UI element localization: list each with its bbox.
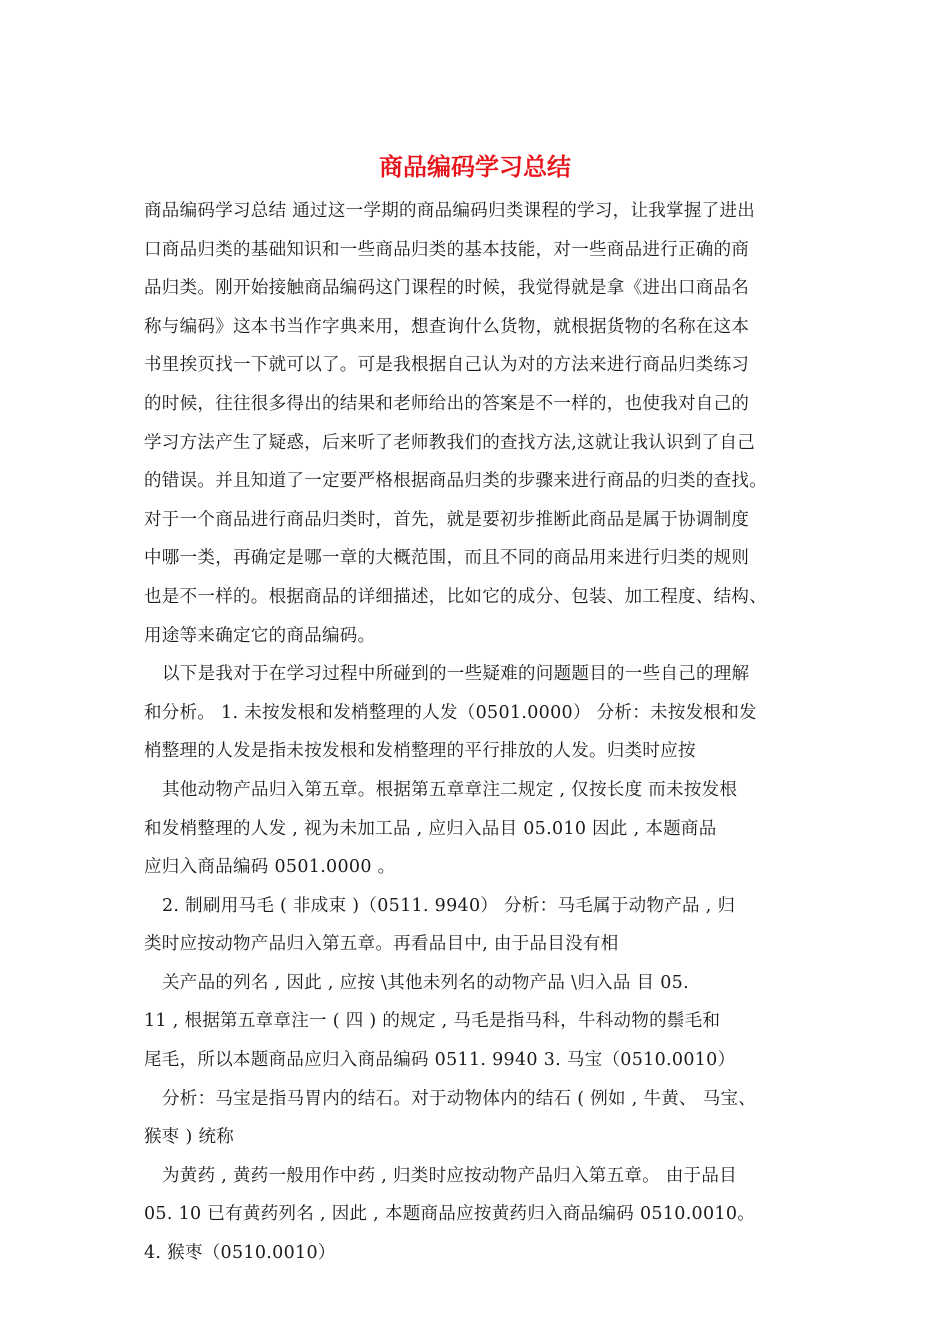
text-line: 和发梢整理的人发 , 视为未加工品 , 应归入品目 05.010 因此 , 本题商品: [144, 818, 717, 839]
text-line: 中哪一类，再确定是哪一章的大概范围，而且不同的商品用来进行归类的规则: [144, 548, 750, 569]
text-line: 商品编码学习总结 通过这一学期的商品编码归类课程的学习，让我掌握了进出: [144, 201, 756, 221]
text-line: 的错误。并且知道了一定要严格根据商品归类的步骤来进行商品的归类的查找。: [144, 471, 767, 492]
text-line: 4. 猴枣（0510.0010）: [144, 1243, 336, 1264]
document-title: 商品编码学习总结: [379, 153, 571, 181]
text-line: 其他动物产品归入第五章。根据第五章章注二规定 , 仅按长度 而未按发根: [162, 779, 738, 800]
text-line: 对于一个商品进行商品归类时，首先，就是要初步推断此商品是属于协调制度: [144, 509, 750, 530]
text-line: 05. 10 已有黄药列名 , 因此 , 本题商品应按黄药归入商品编码 0510.0010。: [144, 1204, 756, 1225]
text-line: 也是不一样的。根据商品的详细描述，比如它的成分、包装、加工程度、结构、: [144, 586, 767, 607]
text-line: 品归类。刚开始接触商品编码这门课程的时候，我觉得就是拿《进出口商品名: [144, 278, 750, 299]
text-line: 类时应按动物产品归入第五章。再看品目中, 由于品目没有相: [144, 934, 619, 955]
text-line: 关产品的列名 , 因此 , 应按 \其他未列名的动物产品 \归入品 目 05.: [162, 972, 689, 993]
text-line: 的时候，往往很多得出的结果和老师给出的答案是不一样的，也使我对自己的: [144, 393, 750, 414]
text-line: 分析：马宝是指马胃内的结石。对于动物体内的结石 ( 例如 , 牛黄、 马宝、: [162, 1088, 757, 1109]
text-line: 尾毛，所以本题商品应归入商品编码 0511. 9940 3. 马宝（0510.0010）: [144, 1050, 736, 1071]
text-line: 为黄药 , 黄药一般用作中药 , 归类时应按动物产品归入第五章。 由于品目: [162, 1165, 738, 1186]
text-line: 和分析。 1. 未按发根和发梢整理的人发（0501.0000） 分析：未按发根和发: [144, 702, 757, 723]
text-line: 学习方法产生了疑惑，后来听了老师教我们的查找方法,这就让我认识到了自己: [144, 432, 756, 453]
text-line: 用途等来确定它的商品编码。: [144, 625, 376, 646]
text-line: 梢整理的人发是指未按发根和发梢整理的平行排放的人发。归类时应按: [144, 741, 696, 762]
text-line: 以下是我对于在学习过程中所碰到的一些疑难的问题题目的一些自己的理解: [162, 664, 750, 685]
document-body: [144, 192, 834, 1273]
text-line: 猴枣 ) 统称: [144, 1127, 235, 1148]
text-line: 称与编码》这本书当作字典来用，想查询什么货物，就根据货物的名称在这本: [144, 316, 750, 337]
text-line: 11 , 根据第五章章注一 ( 四 ) 的规定 , 马毛是指马科，牛科动物的鬃毛和: [144, 1011, 721, 1032]
text-line: 口商品归类的基础知识和一些商品归类的基本技能，对一些商品进行正确的商: [144, 239, 750, 260]
text-line: 2. 制刷用马毛 ( 非成束 )（0511. 9940） 分析：马毛属于动物产品 , 归: [162, 895, 736, 916]
text-line: 应归入商品编码 0501.0000 。: [144, 857, 396, 878]
text-line: 书里挨页找一下就可以了。可是我根据自己认为对的方法来进行商品归类练习: [144, 355, 750, 376]
